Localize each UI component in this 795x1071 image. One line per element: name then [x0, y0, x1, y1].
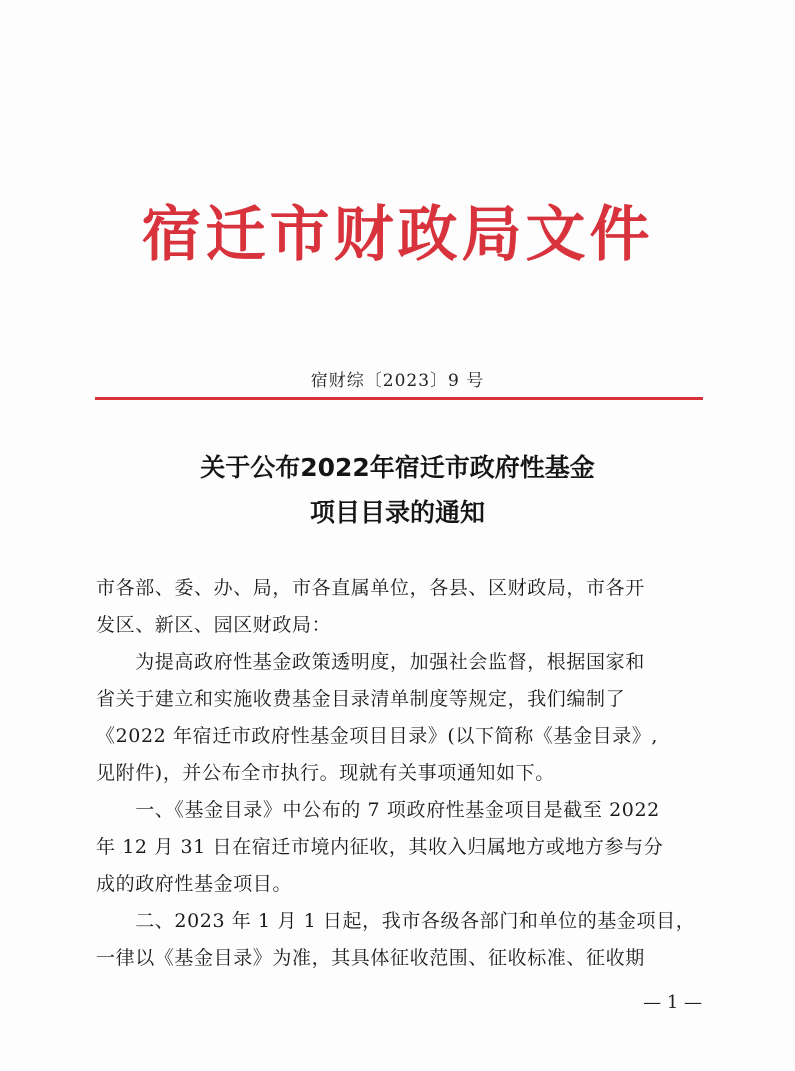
body-line-5: 《2022 年宿迁市政府性基金项目目录》(以下简称《基金目录》,: [96, 725, 659, 747]
body-line-8: 年 12 月 31 日在宿迁市境内征收，其收入归属地方或地方参与分: [96, 836, 664, 858]
document-number: 宿财综〔2023〕9 号: [310, 371, 485, 391]
notice-title-line-2: 项目目录的通知: [309, 498, 485, 527]
notice-title-line-1: 关于公布2022年宿迁市政府性基金: [200, 453, 595, 482]
body-line-9: 成的政府性基金项目。: [96, 873, 293, 895]
body-line-2: 发区、新区、园区财政局：: [96, 614, 332, 636]
body-line-1: 市各部、委、办、局，市各直属单位，各县、区财政局，市各开: [96, 577, 645, 599]
red-divider-line: [95, 397, 703, 400]
body-line-4: 省关于建立和实施收费基金目录清单制度等规定，我们编制了: [96, 688, 626, 710]
body-line-10: 二、2023 年 1 月 1 日起，我市各级各部门和单位的基金项目，: [96, 910, 696, 932]
page-number: — 1 —: [643, 992, 702, 1013]
body-line-6: 见附件)，并公布全市执行。现就有关事项通知如下。: [96, 762, 555, 784]
org-header-title: 宿迁市财政局文件: [141, 200, 654, 270]
body-line-7: 一、《基金目录》中公布的 7 项政府性基金项目是截至 2022: [96, 799, 660, 821]
body-line-3: 为提高政府性基金政策透明度，加强社会监督，根据国家和: [96, 651, 645, 673]
body-line-11: 一律以《基金目录》为准，其具体征收范围、征收标准、征收期: [96, 947, 645, 969]
